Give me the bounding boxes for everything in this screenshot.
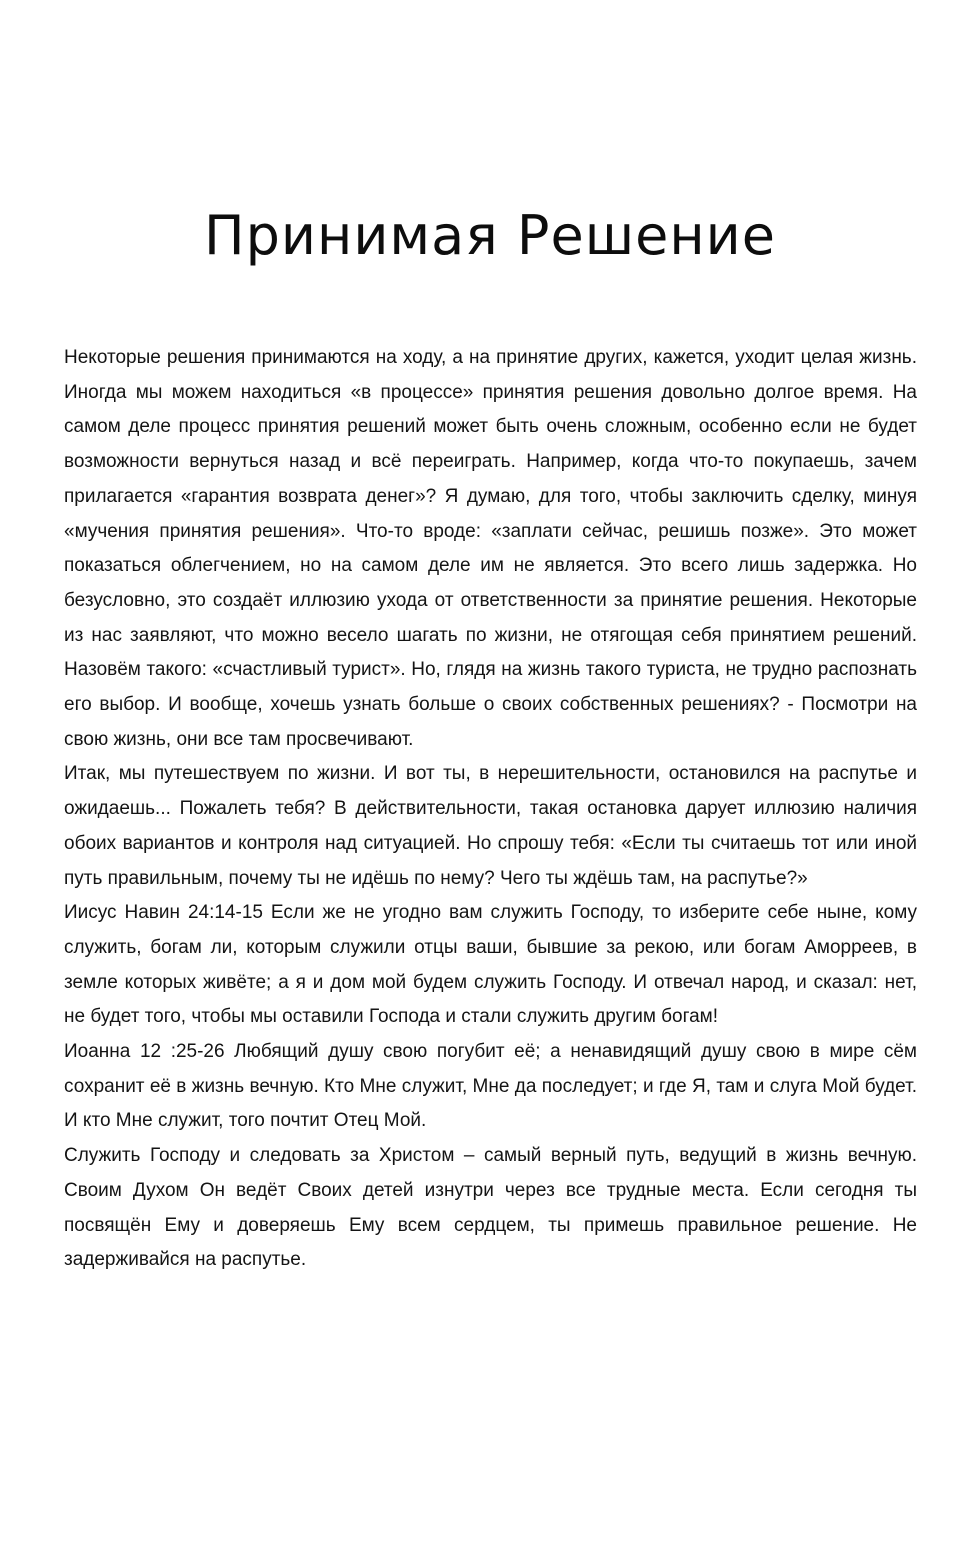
paragraph-intro: Некоторые решения принимаются на ходу, а на принятие других, кажется, уходит целая жизнь. Иногда мы можем находиться «в процессе» принятия решения довольно долгое время. На самом деле процесс принятия решений может быть очень сложным, особенно если не будет возможности вернуться назад и всё переиграть. Например, когда что-то покупаешь, зачем прилагается «гарантия возврата денег»? Я думаю, для того, чтобы заключить сделку, минуя «мучения принятия решения». Что-то вроде: «заплати сейчас, решишь позже». Это может показаться облегчением, но на самом деле им не является. Это всего лишь задержка. Но безусловно, это создаёт иллюзию ухода от ответственности за принятие решения. Некоторые из нас заявляют, что можно весело шагать по жизни, не отягощая себя принятием решений. Назовём такого: «счастливый турист». Но, глядя на жизнь такого туриста, не трудно распознать его выбор. И вообще, хочешь узнать больше о своих собственных решениях? - Посмотри на свою жизнь, они все там просвечивают. — [64, 347, 917, 750]
paragraph-conclusion: Служить Господу и следовать за Христом – самый верный путь, ведущий в жизнь вечную. Своим Духом Он ведёт Своих детей изнутри через все трудные места. Если сегодня ты посвящён Ему и доверяешь Ему всем сердцем, ты примешь правильное решение. Не задерживайся на распутье. — [64, 1145, 917, 1271]
paragraph-crossroads: Итак, мы путешествуем по жизни. И вот ты, в нерешительности, остановился на распутье и ожидаешь... Пожалеть тебя? В действительности, такая остановка дарует иллюзию наличия обоих вариантов и контроля над ситуацией. Но спрошу тебя: «Если ты считаешь тот или иной путь правильным, почему ты не идёшь по нему? Чего ты ждёшь там, на распутье?» — [64, 763, 917, 889]
article-body — [64, 341, 917, 1278]
paragraph-john-quote: Иоанна 12 :25-26 Любящий душу свою погубит её; а ненавидящий душу свою в мире сём сохранит её в жизнь вечную. Кто Мне служит, Мне да последует; и где Я, там и слуга Мой будет. И кто Мне служит, того почтит Отец Мой. — [64, 1041, 917, 1132]
page-title: Принимая Решение — [204, 204, 776, 267]
paragraph-joshua-quote: Иисус Навин 24:14-15 Если же не угодно вам служить Господу, то изберите себе ныне, кому служить, богам ли, которым служили отцы ваши, бывшие за рекою, или богам Аморреев, в земле которых живёте; а я и дом мой будем служить Господу. И отвечал народ, и сказал: нет, не будет того, чтобы мы оставили Господа и стали служить другим богам! — [64, 902, 917, 1028]
